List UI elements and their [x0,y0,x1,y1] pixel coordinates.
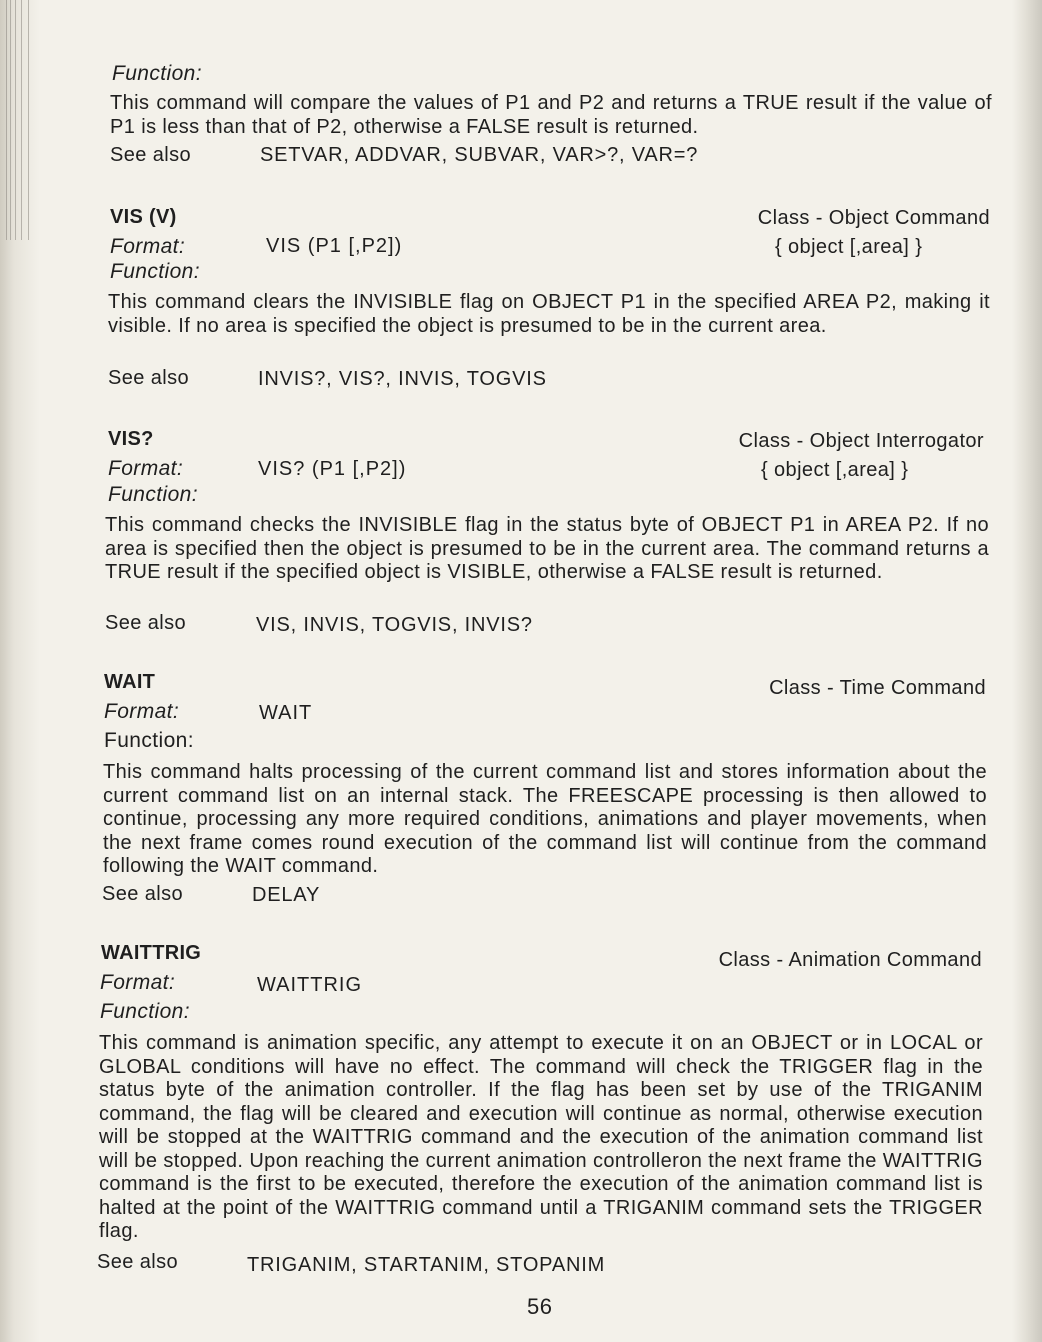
function-label: Function: [108,483,198,506]
function-label: Function: [110,260,200,283]
see-also-label: See also [105,612,187,634]
function-description: This command checks the INVISIBLE flag in the status byte of OBJECT P1 in AREA P2. If no area is specified then the object is presumed to be in the current area. The command returns a TRUE result if the specified object is VISIBLE, otherwise a FALSE result is returned. [105,514,989,583]
format-value: VIS (P1 [,P2]) [266,235,403,257]
entry-title: WAIT [104,671,156,693]
entry-class: Class - Time Command [769,677,986,699]
function-description: This command will compare the values of P1 and P2 and returns a TRUE result if the value of P1 is less than that of P2, otherwise a FALSE result is returned. [110,92,992,138]
see-also-list: INVIS?, VIS?, INVIS, TOGVIS [258,368,547,390]
function-description: This command is animation specific, any attempt to execute it on an OBJECT or in LOCAL or GLOBAL conditions will have no effect. The command will check the TRIGGER flag in the status byte of the animation controller. If the flag has been set by use of the TRIGANIM command, the flag will be cleared and execution will continue as normal, otherwise execution will be stopped at the WAITTRIG command and the execution of the animation command list will be stopped. Upon reaching the current animation controlleron the next frame the WAITTRIG command is the first to be executed, therefore the execution of the animation command list is halted at the point of the WAITTRIG command until a TRIGANIM command sets the TRIGGER flag. [99,1032,983,1242]
format-label: Format: [100,971,176,994]
entry-class: Class - Object Interrogator [738,430,984,452]
entry-title: VIS (V) [110,206,177,228]
function-label: Function: [104,729,194,752]
format-value: WAITTRIG [257,974,363,996]
see-also-list: VIS, INVIS, TOGVIS, INVIS? [256,614,533,636]
entry-class: Class - Animation Command [718,949,982,971]
see-also-label: See also [102,883,184,905]
format-value: WAIT [259,702,313,724]
function-label: Function: [112,62,202,85]
entry-params: { object [,area] } [775,236,923,258]
function-description: This command halts processing of the current command list and stores information about the current command list on an internal stack. The FREESCAPE processing is then allowed to continue, processing any more required conditions, animations and player movements, when the next frame comes round execution of the command list will continue from the command following the WAIT command. [103,761,987,877]
entry-params: { object [,area] } [761,459,909,481]
see-also-list: TRIGANIM, STARTANIM, STOPANIM [247,1254,606,1276]
see-also-label: See also [108,367,190,389]
format-value: VIS? (P1 [,P2]) [258,458,407,480]
entry-title: WAITTRIG [101,942,202,964]
page-number: 56 [527,1294,553,1319]
entry-class: Class - Object Command [757,207,990,229]
function-label: Function: [100,1000,190,1023]
see-also-label: See also [97,1251,179,1273]
format-label: Format: [108,457,184,480]
see-also-label: See also [110,144,192,166]
entry-title: VIS? [108,428,154,450]
format-label: Format: [110,235,186,258]
function-description: This command clears the INVISIBLE flag on OBJECT P1 in the specified AREA P2, making it visible. If no area is specified the object is presumed to be in the current area. [108,291,990,337]
format-label: Format: [104,700,180,723]
see-also-list: SETVAR, ADDVAR, SUBVAR, VAR>?, VAR=? [260,144,699,166]
see-also-list: DELAY [252,884,321,906]
